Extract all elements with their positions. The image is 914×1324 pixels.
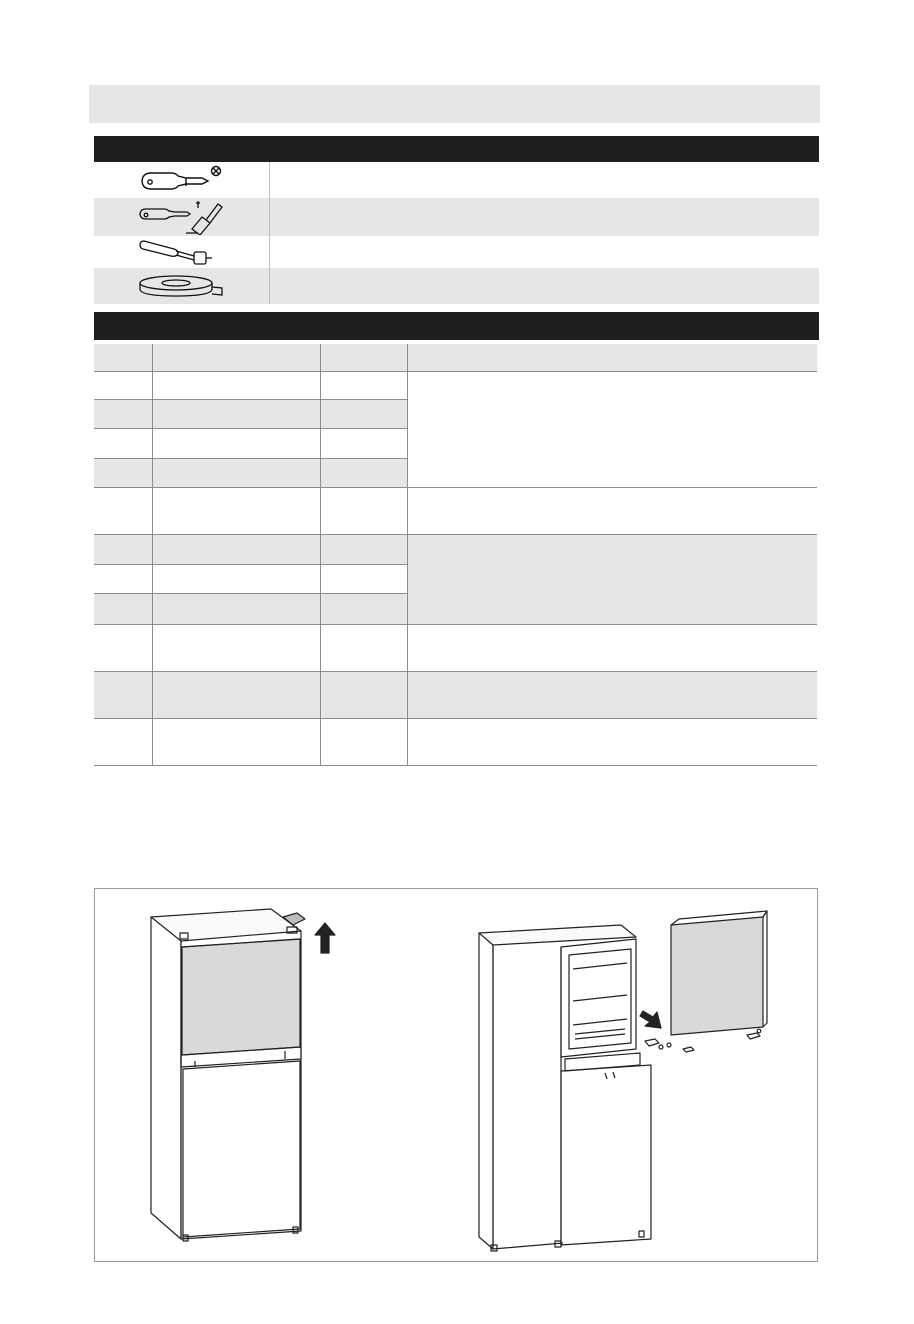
table-row-shade xyxy=(94,671,817,718)
row-divider xyxy=(94,371,817,372)
row-divider xyxy=(94,487,817,488)
flathead-screwdriver-and-putty-knife-icon xyxy=(94,198,269,236)
door-removal-illustration xyxy=(94,888,818,1262)
parts-column-header-row xyxy=(94,344,817,371)
tool-row xyxy=(94,268,819,304)
refrigerator-illustration xyxy=(95,889,816,1260)
tool-description xyxy=(269,236,819,268)
socket-wrench-icon xyxy=(94,236,269,268)
tool-row xyxy=(94,162,819,198)
tool-row xyxy=(94,236,819,268)
column-divider xyxy=(320,344,321,766)
row-divider xyxy=(94,593,407,594)
phillips-screwdriver-icon xyxy=(94,162,269,198)
row-divider xyxy=(94,624,817,625)
row-divider xyxy=(94,718,817,719)
row-divider xyxy=(94,671,817,672)
row-divider xyxy=(94,564,407,565)
row-divider xyxy=(94,534,817,535)
tool-description xyxy=(269,198,819,236)
table-row-shade xyxy=(94,399,407,428)
column-divider xyxy=(407,344,408,766)
masking-tape-icon xyxy=(94,268,269,304)
row-divider xyxy=(94,765,817,766)
tool-description xyxy=(269,162,819,198)
row-divider xyxy=(94,458,407,459)
tool-description xyxy=(269,268,819,304)
tools-table-header xyxy=(94,136,819,162)
tool-row xyxy=(94,198,819,236)
column-divider xyxy=(152,344,153,766)
row-divider xyxy=(94,399,407,400)
table-row-shade xyxy=(94,593,407,624)
parts-table-header xyxy=(94,312,819,340)
table-row-shade xyxy=(94,458,407,487)
row-divider xyxy=(94,428,407,429)
parts-table xyxy=(94,344,817,766)
section-title-bar xyxy=(89,85,820,123)
table-row-shade xyxy=(407,534,817,624)
